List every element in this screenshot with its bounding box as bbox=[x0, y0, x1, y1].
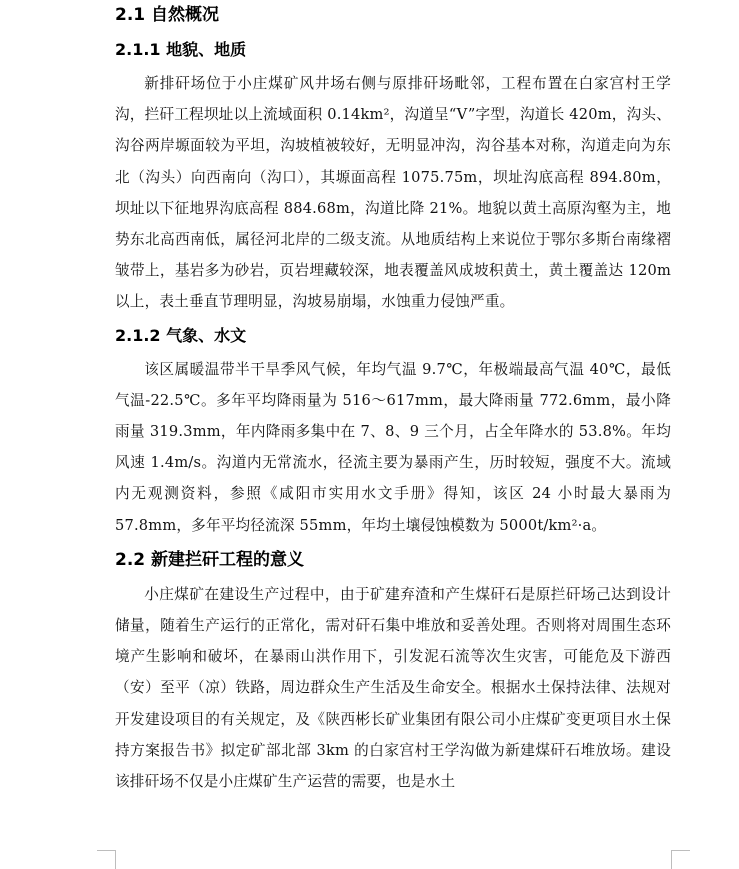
paragraph-climate-hydrology: 该区属暖温带半干旱季风气候，年均气温 9.7℃，年极端最高气温 40℃，最低气温-22.5℃。多年平均降雨量为 516～617mm，最大降雨量 772.6mm，最小降雨量 319.3mm，年内降雨多集中在 7、8、9 三个月，占全年降水的 53.8%。年均风速 1.4m/s。沟道内无常流水，径流主要为暴雨产生，历时较短，强度不大。流域内无观测资料，参照《咸阳市实用水文手册》得知，该区 24 小时最大暴雨为 57.8mm，多年平均径流深 55mm，年均土壤侵蚀模数为 5000t/km²·a。 bbox=[115, 360, 671, 534]
subsection-heading-2-1-2: 2.1.2 气象、水文 bbox=[115, 325, 247, 345]
section-heading-2-2: 2.2 新建拦矸工程的意义 bbox=[115, 549, 305, 570]
document-content bbox=[115, 2, 671, 797]
page-corner-mark-right bbox=[671, 850, 690, 869]
section-heading-2-1: 2.1 自然概况 bbox=[115, 5, 220, 25]
paragraph-landform-geology: 新排矸场位于小庄煤矿风井场右侧与原排矸场毗邻，工程布置在白家宫村王学沟，拦矸工程坝址以上流域面积 0.14km²，沟道呈“V”字型，沟道长 420m，沟头、沟谷两岸塬面较为平坦，沟坡植被较好，无明显冲沟，沟谷基本对称，沟道走向为东北（沟头）向西南向（沟口），其塬面高程 1075.75m，坝址沟底高程 894.80m，坝址以下征地界沟底高程 884.68m，沟道比降 21%。地貌以黄土高原沟壑为主，地势东北高西南低，属径河北岸的二级支流。从地质结构上来说位于鄂尔多斯台南缘褶皱带上，基岩多为砂岩，页岩埋藏较深，地表覆盖风成坡积黄土，黄土覆盖达 120m 以上，表土垂直节理明显，沟坡易崩塌，水蚀重力侵蚀严重。 bbox=[115, 75, 671, 311]
paragraph-project-significance: 小庄煤矿在建设生产过程中，由于矿建弃渣和产生煤矸石是原拦矸场己达到设计储量，随着生产运行的正常化，需对矸石集中堆放和妥善处理。否则将对周围生态环境产生影响和破坏，在暴雨山洪作用下，引发泥石流等次生灾害，可能危及下游西（安）至平（凉）铁路，周边群众生产生活及生命安全。根据水土保持法律、法规对开发建设项目的有关规定，及《陕西彬长矿业集团有限公司小庄煤矿变更项目水土保持方案报告书》拟定矿部北部 3km 的白家宫村王学沟做为新建煤矸石堆放场。建设该排矸场不仅是小庄煤矿生产运营的需要，也是水土 bbox=[115, 585, 671, 791]
subsection-heading-2-1-1: 2.1.1 地貌、地质 bbox=[115, 40, 247, 59]
page-corner-mark-left bbox=[97, 850, 116, 869]
